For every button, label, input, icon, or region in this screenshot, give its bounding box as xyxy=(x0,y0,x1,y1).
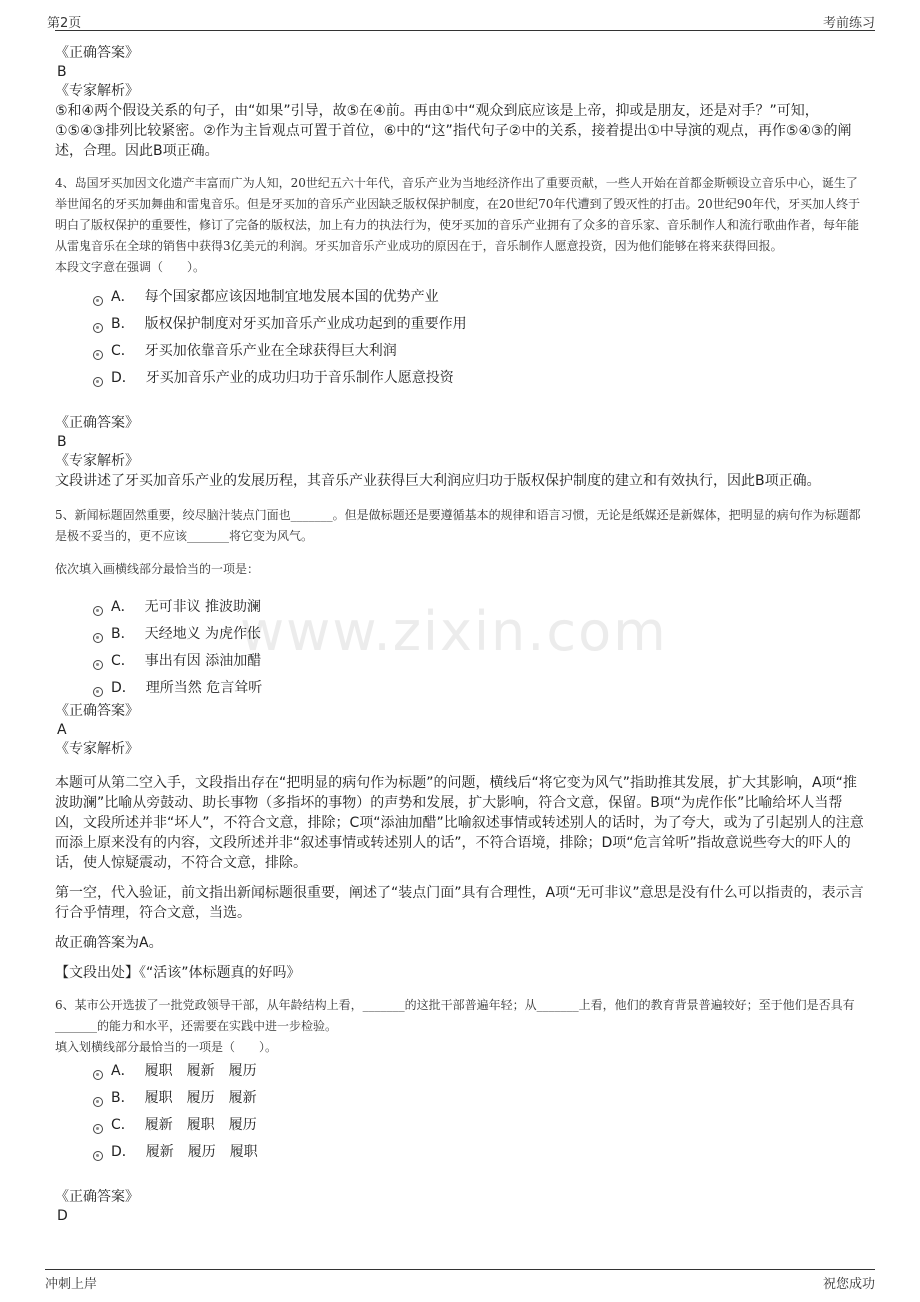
question-text: 4、岛国牙买加因文化遗产丰富而广为人知，20世纪五六十年代，音乐产业为当地经济作出了重要贡献，一些人开始在首都金斯顿设立音乐中心，诞生了举世闻名的牙买加舞曲和雷鬼音乐。但是牙买加的音乐产业因缺乏版权保护制度，在20世纪70年代遭到了毁灭性的打击。20世纪90年代，牙买加人终于明白了版权保护的重要性，修订了完备的版权法，加上有力的执法行为，使牙买加的音乐产业拥有了众多的音乐家、音乐制作人和流行歌曲作者，每年能从雷鬼音乐在全球的销售中获得3亿美元的利润。牙买加音乐产业成功的原因在于，音乐制作人愿意投资，因为他们能够在将来获得回报。 xyxy=(55,176,861,253)
option-a[interactable]: A． 履职 履新 履历 xyxy=(93,1058,865,1085)
radio-icon[interactable] xyxy=(93,1097,103,1107)
option-d[interactable]: D． 理所当然 危言耸听 xyxy=(93,675,865,702)
expert-analysis: 文段讲述了牙买加音乐产业的发展历程，其音乐产业获得巨大利润应归功于版权保护制度的建立和有效执行，因此B项正确。 xyxy=(55,473,821,489)
option-b[interactable]: B． 版权保护制度对牙买加音乐产业成功起到的重要作用 xyxy=(93,311,865,338)
option-c[interactable]: C． 履新 履职 履历 xyxy=(93,1112,865,1139)
option-d[interactable]: D． 履新 履历 履职 xyxy=(93,1139,865,1166)
expert-analysis: 本题可从第二空入手，文段指出存在“把明显的病句作为标题”的问题，横线后“将它变为风气”指助推其发展，扩大其影响，A项“推波助澜”比喻从旁鼓动、助长事物（多指坏的事物）的声势和发展，扩大影响，符合文意，保留。B项“为虎作伥”比喻给坏人当帮凶，文段所述并非“坏人”，不符合文意，排除；C项“添油加醋”比喻叙述事情或转述别人的话时，为了夸大，或为了引起别人的注意而添上原来没有的内容，文段所述并非“叙述事情或转述别人的话”，不符合语境，排除；D项“危言耸听”指故意说些夸大的吓人的话，使人惊疑震动，不符合文意，排除。 xyxy=(55,775,864,871)
radio-icon[interactable] xyxy=(93,296,103,306)
radio-icon[interactable] xyxy=(93,377,103,387)
option-list xyxy=(93,594,865,702)
footer-right: 祝您成功 xyxy=(822,1277,875,1292)
correct-answer-label: 《正确答案》 xyxy=(55,45,139,61)
correct-answer-label: 《正确答案》 xyxy=(55,703,139,719)
radio-icon[interactable] xyxy=(93,1070,103,1080)
document-content xyxy=(55,44,865,1226)
radio-icon[interactable] xyxy=(93,606,103,616)
correct-answer: B xyxy=(57,64,67,80)
source-citation: 【文段出处】《“活该”体标题真的好吗》 xyxy=(55,965,301,981)
expert-analysis-label: 《专家解析》 xyxy=(55,453,139,469)
radio-icon[interactable] xyxy=(93,1124,103,1134)
header-title: 考前练习 xyxy=(822,16,875,31)
option-b[interactable]: B． 天经地义 为虎作伥 xyxy=(93,621,865,648)
option-list xyxy=(93,284,865,392)
question-prompt: 本段文字意在强调（ ）。 xyxy=(55,260,206,274)
expert-analysis-label: 《专家解析》 xyxy=(55,83,139,99)
watermark: www.zixin.com xyxy=(240,600,668,663)
option-c[interactable]: C． 事出有因 添油加醋 xyxy=(93,648,865,675)
correct-answer-label: 《正确答案》 xyxy=(55,1189,139,1205)
question-text: 6、某市公开选拔了一批党政领导干部，从年龄结构上看，_______的这批干部普遍年轻；从_______上看，他们的教育背景普遍较好；至于他们是否具有_______的能力和水平，还需要在实践中进一步检验。 xyxy=(55,998,855,1033)
correct-answer: A xyxy=(57,722,67,738)
option-list xyxy=(93,1058,865,1166)
option-d[interactable]: D． 牙买加音乐产业的成功归功于音乐制作人愿意投资 xyxy=(93,365,865,392)
expert-analysis: ⑤和④两个假设关系的句子，由“如果”引导，故⑤在④前。再由①中“观众到底应该是上帝，抑或是朋友，还是对手？”可知，①⑤④③排列比较紧密。②作为主旨观点可置于首位，⑥中的“这”指代句子②中的关系，接着提出①中导演的观点，再作⑤④③的阐述，合理。因此B项正确。 xyxy=(55,103,852,159)
expert-analysis: 故正确答案为A。 xyxy=(55,935,163,951)
correct-answer: B xyxy=(57,434,67,450)
expert-analysis-label: 《专家解析》 xyxy=(55,741,139,757)
radio-icon[interactable] xyxy=(93,1151,103,1161)
option-b[interactable]: B． 履职 履历 履新 xyxy=(93,1085,865,1112)
radio-icon[interactable] xyxy=(93,323,103,333)
page-header xyxy=(47,10,875,31)
expert-analysis: 第一空，代入验证，前文指出新闻标题很重要，阐述了“装点门面”具有合理性，A项“无可非议”意思是没有什么可以指责的，表示言行合乎情理，符合文意，当选。 xyxy=(55,885,864,921)
question-prompt: 依次填入画横线部分最恰当的一项是： xyxy=(55,562,260,576)
question-prompt: 填入划横线部分最恰当的一项是（ ）。 xyxy=(55,1040,278,1054)
radio-icon[interactable] xyxy=(93,660,103,670)
correct-answer: D xyxy=(57,1208,68,1224)
radio-icon[interactable] xyxy=(93,687,103,697)
footer-left: 冲刺上岸 xyxy=(45,1277,98,1292)
radio-icon[interactable] xyxy=(93,633,103,643)
option-a[interactable]: A． 无可非议 推波助澜 xyxy=(93,594,865,621)
page-footer xyxy=(45,1269,875,1292)
option-c[interactable]: C． 牙买加依靠音乐产业在全球获得巨大利润 xyxy=(93,338,865,365)
page-number: 第2页 xyxy=(47,16,82,31)
correct-answer-label: 《正确答案》 xyxy=(55,415,139,431)
radio-icon[interactable] xyxy=(93,350,103,360)
option-a[interactable]: A． 每个国家都应该因地制宜地发展本国的优势产业 xyxy=(93,284,865,311)
question-text: 5、新闻标题固然重要，绞尽脑汁装点门面也_______。但是做标题还是要遵循基本的规律和语言习惯，无论是纸媒还是新媒体，把明显的病句作为标题都是极不妥当的，更不应该_______将它变为风气。 xyxy=(55,508,861,543)
